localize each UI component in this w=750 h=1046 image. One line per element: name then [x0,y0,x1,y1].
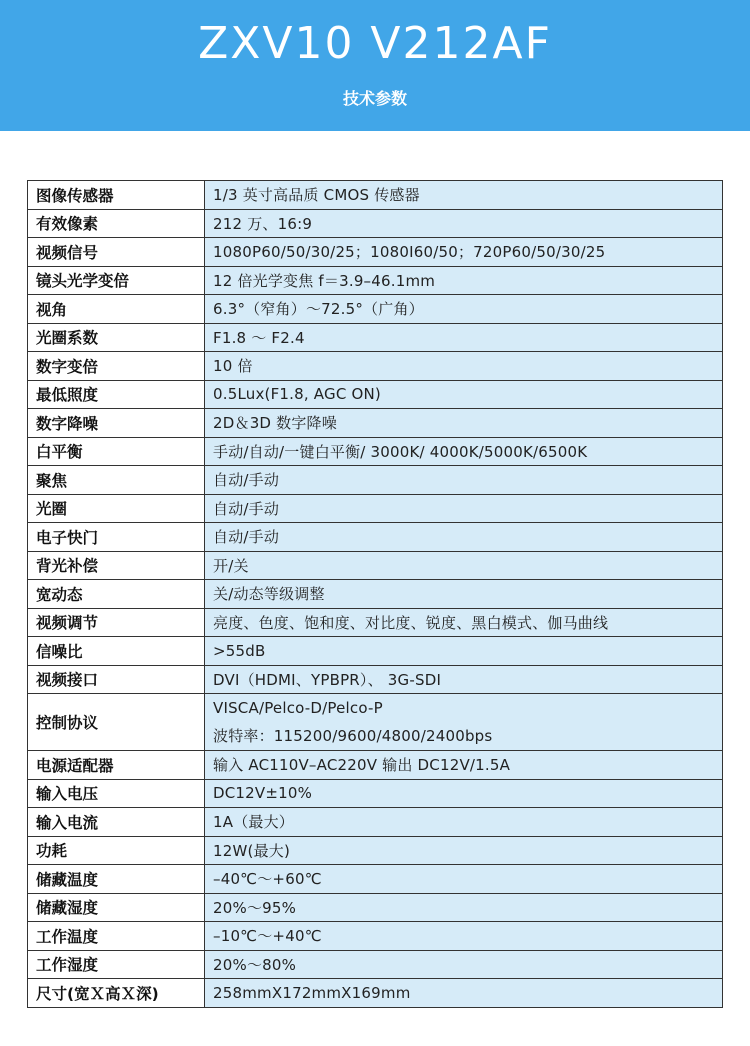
spec-label: 控制协议 [28,694,205,751]
spec-label: 工作湿度 [28,950,205,979]
spec-label: 光圈 [28,494,205,523]
header-banner [0,0,750,131]
table-row [28,238,723,267]
table-row [28,836,723,865]
spec-value: –10℃～+40℃ [205,922,723,951]
table-row [28,466,723,495]
table-row [28,580,723,609]
spec-value: 12W(最大) [205,836,723,865]
spec-label: 光圈系数 [28,323,205,352]
spec-value [205,694,723,751]
spec-label: 输入电压 [28,779,205,808]
spec-value: 12 倍光学变焦 f＝3.9–46.1mm [205,266,723,295]
table-row [28,893,723,922]
spec-label: 数字变倍 [28,352,205,381]
spec-label: 储藏温度 [28,865,205,894]
spec-value: DC12V±10% [205,779,723,808]
spec-value: 手动/自动/一键白平衡/ 3000K/ 4000K/5000K/6500K [205,437,723,466]
spec-value: 20%～95% [205,893,723,922]
spec-value: 6.3°（窄角）～72.5°（广角） [205,295,723,324]
spec-label: 背光补偿 [28,551,205,580]
table-row [28,380,723,409]
spec-label: 聚焦 [28,466,205,495]
spec-label: 储藏湿度 [28,893,205,922]
spec-label: 电子快门 [28,523,205,552]
table-row [28,437,723,466]
spec-label: 功耗 [28,836,205,865]
table-row [28,665,723,694]
table-row [28,637,723,666]
spec-label: 有效像素 [28,209,205,238]
spec-label: 镜头光学变倍 [28,266,205,295]
spec-value: 自动/手动 [205,494,723,523]
spec-label: 视频信号 [28,238,205,267]
spec-value: 输入 AC110V–AC220V 输出 DC12V/1.5A [205,751,723,780]
table-row [28,409,723,438]
table-row [28,209,723,238]
table-row [28,323,723,352]
section-subtitle: 技术参数 [342,89,407,108]
table-row [28,181,723,210]
spec-value: F1.8 ～ F2.4 [205,323,723,352]
spec-value-line: VISCA/Pelco-D/Pelco-P [213,699,383,717]
spec-label: 信噪比 [28,637,205,666]
table-row [28,523,723,552]
spec-label: 图像传感器 [28,181,205,210]
table-row [28,551,723,580]
table-row [28,266,723,295]
table-row [28,751,723,780]
spec-label: 视频接口 [28,665,205,694]
spec-label: 工作温度 [28,922,205,951]
spec-value: 10 倍 [205,352,723,381]
spec-label: 视角 [28,295,205,324]
spec-value: DVI（HDMI、YPBPR）、 3G-SDI [205,665,723,694]
spec-value: 1A（最大） [205,808,723,837]
table-row [28,808,723,837]
spec-value: 自动/手动 [205,466,723,495]
table-row [28,494,723,523]
spec-label: 宽动态 [28,580,205,609]
table-row [28,295,723,324]
spec-value: 258mmX172mmX169mm [205,979,723,1008]
product-title: ZXV10 V212AF [198,18,552,69]
table-row [28,352,723,381]
spec-value: >55dB [205,637,723,666]
spec-value: 2D＆3D 数字降噪 [205,409,723,438]
spec-value: 关/动态等级调整 [205,580,723,609]
spec-label: 视频调节 [28,608,205,637]
spec-label: 尺寸(宽Ｘ高Ｘ深) [28,979,205,1008]
spec-table [27,180,723,1008]
spec-label: 白平衡 [28,437,205,466]
spec-value-line: 波特率：115200/9600/4800/2400bps [213,727,493,745]
spec-value: 1080P60/50/30/25；1080I60/50；720P60/50/30/25 [205,238,723,267]
spec-label: 电源适配器 [28,751,205,780]
table-row [28,608,723,637]
spec-label: 输入电流 [28,808,205,837]
spec-value: 212 万、16:9 [205,209,723,238]
spec-value: 亮度、色度、饱和度、对比度、锐度、黑白模式、伽马曲线 [205,608,723,637]
spec-value: 0.5Lux(F1.8, AGC ON) [205,380,723,409]
spec-label: 最低照度 [28,380,205,409]
spec-value: 自动/手动 [205,523,723,552]
spec-value: 1/3 英寸高品质 CMOS 传感器 [205,181,723,210]
table-row [28,922,723,951]
spec-label: 数字降噪 [28,409,205,438]
spec-value: 20%～80% [205,950,723,979]
table-row [28,694,723,751]
table-row [28,865,723,894]
table-row [28,979,723,1008]
table-row [28,950,723,979]
spec-value: 开/关 [205,551,723,580]
spec-value: –40℃～+60℃ [205,865,723,894]
table-row [28,779,723,808]
